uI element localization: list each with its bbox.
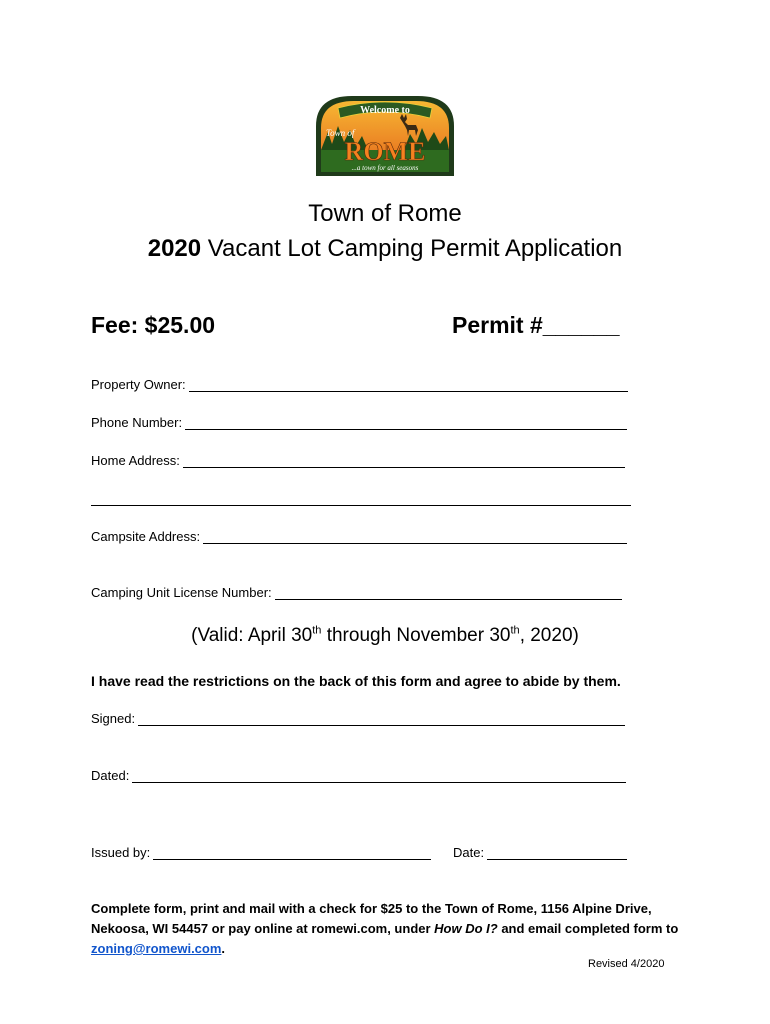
revision-note: Revised 4/2020 <box>588 958 665 970</box>
campsite-address-field <box>91 529 627 544</box>
valid-prefix: (Valid: April 30 <box>191 625 313 646</box>
issue-date-input[interactable] <box>487 847 627 860</box>
subtitle-year: 2020 <box>147 235 202 262</box>
page-subtitle <box>0 235 770 263</box>
mailing-instructions <box>91 899 691 959</box>
phone-number-input[interactable] <box>185 417 627 430</box>
subtitle-rest: Vacant Lot Camping Permit Application <box>201 235 623 262</box>
valid-sup-2: th <box>510 624 520 637</box>
campsite-address-label: Campsite Address: <box>91 529 201 544</box>
footer-text-1: Complete form, print and mail with a check for $25 to the Town of Rome, 1156 Alpine Drive, Nekoosa, WI 54457 or pay online at romewi.com, under <box>91 901 652 936</box>
permit-number-label: Permit #______ <box>452 312 620 338</box>
license-number-input[interactable] <box>275 587 622 600</box>
logo-tagline-text: ...a town for all seasons <box>351 164 419 172</box>
valid-dates <box>0 625 770 647</box>
phone-number-label: Phone Number: <box>91 415 183 430</box>
home-address-field <box>91 453 625 468</box>
fee-label: Fee: $25.00 <box>91 312 216 338</box>
issue-date-label: Date: <box>453 845 485 860</box>
issue-date-field <box>453 845 627 860</box>
phone-number-field <box>91 415 627 430</box>
agreement-statement: I have read the restrictions on the back of this form and agree to abide by them. <box>91 673 621 689</box>
signature-input[interactable] <box>138 713 625 726</box>
campsite-address-input[interactable] <box>203 531 627 544</box>
dated-label: Dated: <box>91 768 130 783</box>
issued-by-input[interactable] <box>153 847 431 860</box>
zoning-email-link[interactable]: zoning@romewi.com <box>91 941 222 956</box>
issued-by-field <box>91 845 431 860</box>
license-number-label: Camping Unit License Number: <box>91 585 272 600</box>
valid-middle: through November 30 <box>321 625 511 646</box>
valid-sup-1: th <box>312 624 322 637</box>
dated-input[interactable] <box>132 770 626 783</box>
footer-how-do-i: How Do I? <box>434 921 498 936</box>
signed-label: Signed: <box>91 711 136 726</box>
footer-text-3: . <box>221 941 226 956</box>
town-of-rome-logo <box>312 92 458 178</box>
property-owner-input[interactable] <box>189 379 628 392</box>
logo-town-of-text: Town of <box>326 128 355 138</box>
home-address-label: Home Address: <box>91 453 180 468</box>
logo-rome-text: ROME <box>344 137 426 166</box>
dated-field <box>91 768 626 783</box>
footer-text-2: and email completed form to <box>497 921 679 936</box>
home-address-line-2-input[interactable] <box>91 493 631 506</box>
valid-suffix: , 2020) <box>519 625 579 646</box>
property-owner-label: Property Owner: <box>91 377 186 392</box>
page-title: Town of Rome <box>308 200 462 227</box>
license-number-field <box>91 585 622 600</box>
property-owner-field <box>91 377 628 392</box>
home-address-input[interactable] <box>183 455 625 468</box>
logo-banner-text: Welcome to <box>360 105 410 116</box>
issued-by-label: Issued by: <box>91 845 151 860</box>
signed-field <box>91 711 625 726</box>
